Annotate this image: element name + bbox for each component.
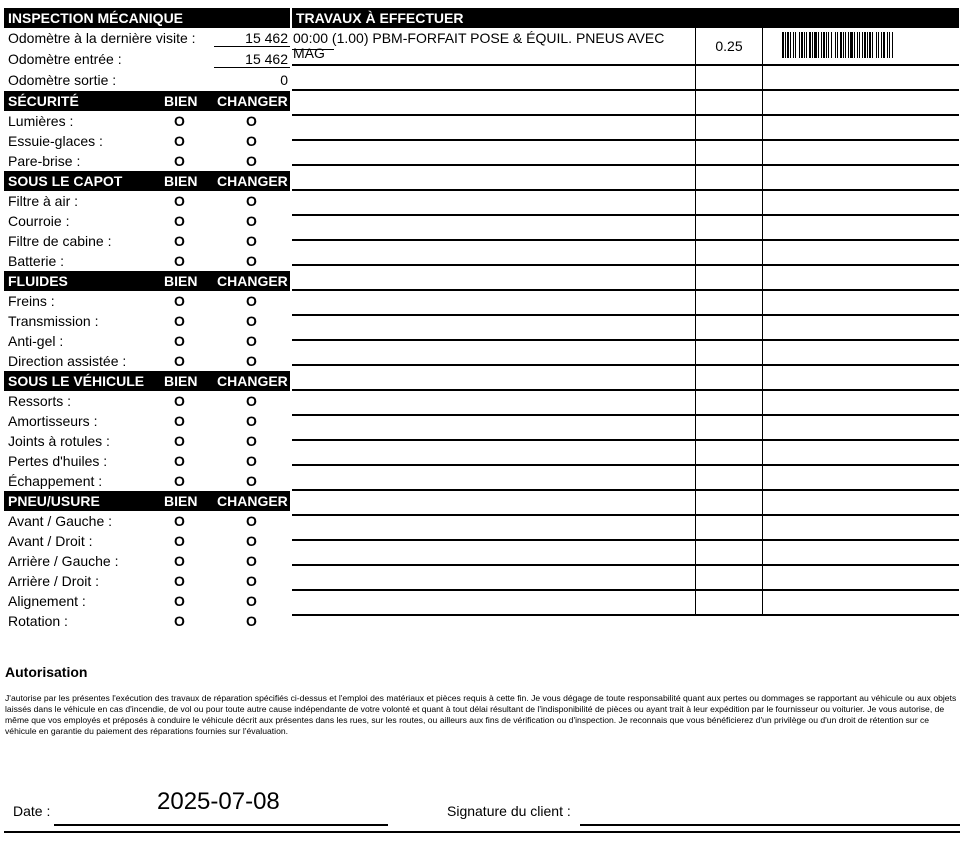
check-label: Filtre de cabine : bbox=[8, 233, 112, 249]
check-row bbox=[4, 511, 290, 531]
work-row bbox=[292, 66, 959, 91]
col-change-label: CHANGER bbox=[217, 373, 288, 389]
work-row bbox=[292, 241, 959, 266]
inspection-title: INSPECTION MÉCANIQUE bbox=[8, 10, 184, 26]
col-change-label: CHANGER bbox=[217, 493, 288, 509]
col-change-label: CHANGER bbox=[217, 173, 288, 189]
work-hours-cell bbox=[695, 416, 763, 439]
change-checkbox[interactable]: O bbox=[246, 573, 257, 589]
odometer-label: Odomètre sortie : bbox=[8, 72, 117, 88]
change-checkbox[interactable]: O bbox=[246, 433, 257, 449]
work-row bbox=[292, 266, 959, 291]
work-extra-cell bbox=[762, 291, 959, 314]
odometer-entry bbox=[4, 49, 290, 70]
col-good-label: BIEN bbox=[164, 273, 198, 289]
barcode-icon bbox=[782, 32, 942, 58]
work-row bbox=[292, 91, 959, 116]
work-hours-cell bbox=[695, 141, 763, 164]
work-hours-cell bbox=[695, 466, 763, 489]
work-extra-cell bbox=[762, 441, 959, 464]
work-description-cell bbox=[292, 116, 695, 139]
work-description-cell bbox=[292, 91, 695, 114]
work-extra-cell bbox=[762, 141, 959, 164]
work-extra-cell bbox=[762, 66, 959, 89]
work-description-cell bbox=[292, 591, 695, 614]
check-row bbox=[4, 331, 290, 351]
work-description-cell bbox=[292, 366, 695, 389]
work-description-cell bbox=[292, 241, 695, 264]
work-hours-cell bbox=[695, 566, 763, 589]
odometer-value: 0 bbox=[280, 72, 288, 88]
work-header bbox=[292, 8, 959, 28]
work-row bbox=[292, 391, 959, 416]
section-header-sous-le-vehicule bbox=[4, 371, 290, 391]
change-checkbox[interactable]: O bbox=[246, 113, 257, 129]
work-description-cell bbox=[292, 516, 695, 539]
check-row bbox=[4, 211, 290, 231]
work-row bbox=[292, 166, 959, 191]
work-description-cell bbox=[292, 341, 695, 364]
work-description-cell bbox=[292, 441, 695, 464]
work-row bbox=[292, 441, 959, 466]
check-row bbox=[4, 391, 290, 411]
work-hours-cell bbox=[695, 316, 763, 339]
check-label: Échappement : bbox=[8, 473, 103, 489]
good-checkbox[interactable]: O bbox=[174, 453, 185, 469]
check-label: Amortisseurs : bbox=[8, 413, 98, 429]
work-extra-cell bbox=[762, 241, 959, 264]
check-row bbox=[4, 251, 290, 271]
odometer-label: Odomètre entrée : bbox=[8, 51, 122, 67]
work-hours-cell bbox=[695, 591, 763, 614]
check-label: Essuie-glaces : bbox=[8, 133, 103, 149]
check-row bbox=[4, 111, 290, 131]
work-hours-cell bbox=[695, 66, 763, 89]
signature-label: Signature du client : bbox=[447, 803, 571, 819]
work-description-cell bbox=[292, 291, 695, 314]
good-checkbox[interactable]: O bbox=[174, 573, 185, 589]
work-description-cell bbox=[292, 466, 695, 489]
check-row bbox=[4, 311, 290, 331]
work-description-cell bbox=[292, 541, 695, 564]
work-extra-cell bbox=[762, 341, 959, 364]
good-checkbox[interactable]: O bbox=[174, 233, 185, 249]
check-row bbox=[4, 231, 290, 251]
section-title: PNEU/USURE bbox=[8, 493, 100, 509]
check-label: Courroie : bbox=[8, 213, 70, 229]
col-change-label: CHANGER bbox=[217, 93, 288, 109]
date-value[interactable]: 2025-07-08 bbox=[157, 788, 280, 815]
check-row bbox=[4, 591, 290, 611]
change-checkbox[interactable]: O bbox=[246, 413, 257, 429]
inspection-header bbox=[4, 8, 290, 28]
check-row bbox=[4, 531, 290, 551]
good-checkbox[interactable]: O bbox=[174, 533, 185, 549]
section-header-fluides bbox=[4, 271, 290, 291]
odometer-value: 15 462 bbox=[245, 51, 288, 67]
check-row bbox=[4, 431, 290, 451]
good-checkbox[interactable]: O bbox=[174, 133, 185, 149]
check-label: Rotation : bbox=[8, 613, 68, 629]
work-hours-cell bbox=[695, 391, 763, 414]
work-hours-cell bbox=[695, 291, 763, 314]
good-checkbox[interactable]: O bbox=[174, 473, 185, 489]
col-good-label: BIEN bbox=[164, 173, 198, 189]
work-description-cell bbox=[292, 566, 695, 589]
section-title: SOUS LE VÉHICULE bbox=[8, 373, 145, 389]
work-row bbox=[292, 416, 959, 441]
authorization-text: J'autorise par les présentes l'exécution des travaux de réparation spécifiés ci-dessus et l'emploi des matériaux et pièces requis à cette fin. Je vous dégage de toute responsabilité quant aux pertes ou dommages se rapportant au véhicule ou aux objets laissés dans le véhicule en cas d'incendie, de vol ou pour toute autre cause indépendante de votre volonté et quant à tout délai résultant de l'indisponibilité de pièces ou ayant trait à leur expédition par le fournisseur ou voiturier. Je vous autorise, de même que vos employés et préposés à conduire le véhicule décrit aux présentes dans les rues, sur les routes, ou ailleurs aux fins de vérification ou d'inspection. Je reconnais que vous bénéficierez d'un privilège ou d'un droit de rétention sur ce véhicule en garantie du paiement des réparations fournies sur l'évaluation. bbox=[5, 693, 957, 736]
col-good-label: BIEN bbox=[164, 493, 198, 509]
check-label: Transmission : bbox=[8, 313, 99, 329]
change-checkbox[interactable]: O bbox=[246, 213, 257, 229]
check-row bbox=[4, 351, 290, 371]
work-extra-cell bbox=[762, 466, 959, 489]
good-checkbox[interactable]: O bbox=[174, 553, 185, 569]
work-row bbox=[292, 541, 959, 566]
good-checkbox[interactable]: O bbox=[174, 113, 185, 129]
odometer-value: 15 462 bbox=[245, 30, 288, 46]
work-hours-cell bbox=[695, 266, 763, 289]
check-row bbox=[4, 131, 290, 151]
work-panel bbox=[292, 8, 959, 616]
work-extra-cell bbox=[762, 191, 959, 214]
bottom-rule bbox=[4, 831, 960, 833]
odometer-last-visit bbox=[4, 28, 290, 49]
section-header-sous-le-capot bbox=[4, 171, 290, 191]
work-hours-cell bbox=[695, 516, 763, 539]
change-checkbox[interactable]: O bbox=[246, 153, 257, 169]
work-row bbox=[292, 466, 959, 491]
change-checkbox[interactable]: O bbox=[246, 533, 257, 549]
work-barcode-cell bbox=[762, 28, 959, 64]
good-checkbox[interactable]: O bbox=[174, 253, 185, 269]
work-hours-cell bbox=[695, 341, 763, 364]
work-extra-cell bbox=[762, 541, 959, 564]
work-row bbox=[292, 316, 959, 341]
work-row bbox=[292, 141, 959, 166]
good-checkbox[interactable]: O bbox=[174, 513, 185, 529]
work-row bbox=[292, 366, 959, 391]
check-label: Anti-gel : bbox=[8, 333, 64, 349]
work-extra-cell bbox=[762, 591, 959, 614]
change-checkbox[interactable]: O bbox=[246, 513, 257, 529]
work-extra-cell bbox=[762, 416, 959, 439]
work-empty-rows bbox=[292, 66, 959, 616]
work-extra-cell bbox=[762, 216, 959, 239]
change-checkbox[interactable]: O bbox=[246, 313, 257, 329]
change-checkbox[interactable]: O bbox=[246, 193, 257, 209]
authorization-title: Autorisation bbox=[5, 664, 88, 680]
work-hours-cell bbox=[695, 216, 763, 239]
work-description-cell bbox=[292, 66, 695, 89]
change-checkbox[interactable]: O bbox=[246, 133, 257, 149]
check-label: Avant / Gauche : bbox=[8, 513, 113, 529]
section-header-pneu-usure bbox=[4, 491, 290, 511]
work-description-cell bbox=[292, 416, 695, 439]
work-row bbox=[292, 191, 959, 216]
work-description-cell bbox=[292, 391, 695, 414]
work-extra-cell bbox=[762, 366, 959, 389]
work-row bbox=[292, 28, 959, 66]
good-checkbox[interactable]: O bbox=[174, 153, 185, 169]
change-checkbox[interactable]: O bbox=[246, 253, 257, 269]
work-description-cell bbox=[292, 266, 695, 289]
work-row bbox=[292, 566, 959, 591]
good-checkbox[interactable]: O bbox=[174, 193, 185, 209]
work-description-cell bbox=[292, 316, 695, 339]
work-extra-cell bbox=[762, 491, 959, 514]
work-extra-cell bbox=[762, 566, 959, 589]
check-label: Arrière / Gauche : bbox=[8, 553, 119, 569]
check-row bbox=[4, 471, 290, 491]
check-label: Lumières : bbox=[8, 113, 74, 129]
good-checkbox[interactable]: O bbox=[174, 313, 185, 329]
work-extra-cell bbox=[762, 266, 959, 289]
check-label: Direction assistée : bbox=[8, 353, 127, 369]
work-description-cell bbox=[292, 166, 695, 189]
work-row bbox=[292, 116, 959, 141]
check-row bbox=[4, 551, 290, 571]
work-description-cell bbox=[292, 28, 695, 64]
odometer-label: Odomètre à la dernière visite : bbox=[8, 30, 196, 46]
signature-line[interactable] bbox=[580, 824, 960, 826]
good-checkbox[interactable]: O bbox=[174, 393, 185, 409]
good-checkbox[interactable]: O bbox=[174, 413, 185, 429]
work-description-cell bbox=[292, 141, 695, 164]
check-row bbox=[4, 191, 290, 211]
work-hours-cell bbox=[695, 191, 763, 214]
check-label: Batterie : bbox=[8, 253, 65, 269]
check-row bbox=[4, 151, 290, 171]
work-extra-cell bbox=[762, 316, 959, 339]
check-row bbox=[4, 611, 290, 631]
change-checkbox[interactable]: O bbox=[246, 393, 257, 409]
work-extra-cell bbox=[762, 166, 959, 189]
good-checkbox[interactable]: O bbox=[174, 353, 185, 369]
work-row bbox=[292, 516, 959, 541]
check-row bbox=[4, 451, 290, 471]
odometer-exit bbox=[4, 70, 290, 91]
work-hours-cell bbox=[695, 491, 763, 514]
check-label: Avant / Droit : bbox=[8, 533, 93, 549]
change-checkbox[interactable]: O bbox=[246, 353, 257, 369]
work-row bbox=[292, 491, 959, 516]
work-description-cell bbox=[292, 216, 695, 239]
good-checkbox[interactable]: O bbox=[174, 593, 185, 609]
col-change-label: CHANGER bbox=[217, 273, 288, 289]
work-row bbox=[292, 216, 959, 241]
work-hours-cell bbox=[695, 366, 763, 389]
change-checkbox[interactable]: O bbox=[246, 593, 257, 609]
check-label: Joints à rotules : bbox=[8, 433, 110, 449]
good-checkbox[interactable]: O bbox=[174, 613, 185, 629]
work-extra-cell bbox=[762, 91, 959, 114]
work-hours-cell bbox=[695, 441, 763, 464]
work-hours-cell bbox=[695, 541, 763, 564]
work-hours-cell bbox=[695, 91, 763, 114]
check-label: Freins : bbox=[8, 293, 55, 309]
work-hours-cell bbox=[695, 116, 763, 139]
check-label: Pertes d'huiles : bbox=[8, 453, 108, 469]
section-title: SOUS LE CAPOT bbox=[8, 173, 123, 189]
work-row bbox=[292, 291, 959, 316]
check-label: Arrière / Droit : bbox=[8, 573, 100, 589]
check-label: Alignement : bbox=[8, 593, 86, 609]
check-row bbox=[4, 571, 290, 591]
date-label: Date : bbox=[13, 803, 51, 819]
change-checkbox[interactable]: O bbox=[246, 613, 257, 629]
section-title: FLUIDES bbox=[8, 273, 68, 289]
check-label: Filtre à air : bbox=[8, 193, 79, 209]
inspection-panel bbox=[4, 8, 290, 631]
work-row bbox=[292, 341, 959, 366]
work-extra-cell bbox=[762, 516, 959, 539]
work-hours-cell bbox=[695, 166, 763, 189]
work-title: TRAVAUX À EFFECTUER bbox=[296, 10, 464, 26]
check-label: Pare-brise : bbox=[8, 153, 81, 169]
work-row bbox=[292, 591, 959, 616]
work-extra-cell bbox=[762, 116, 959, 139]
check-row bbox=[4, 411, 290, 431]
date-line bbox=[54, 824, 388, 826]
check-label: Ressorts : bbox=[8, 393, 72, 409]
work-description-cell bbox=[292, 191, 695, 214]
work-hours: 0.25 bbox=[695, 28, 763, 64]
work-extra-cell bbox=[762, 391, 959, 414]
change-checkbox[interactable]: O bbox=[246, 473, 257, 489]
change-checkbox[interactable]: O bbox=[246, 293, 257, 309]
good-checkbox[interactable]: O bbox=[174, 433, 185, 449]
col-good-label: BIEN bbox=[164, 373, 198, 389]
section-header-securite bbox=[4, 91, 290, 111]
work-description-cell bbox=[292, 491, 695, 514]
work-hours-cell bbox=[695, 241, 763, 264]
change-checkbox[interactable]: O bbox=[246, 233, 257, 249]
change-checkbox[interactable]: O bbox=[246, 333, 257, 349]
change-checkbox[interactable]: O bbox=[246, 553, 257, 569]
good-checkbox[interactable]: O bbox=[174, 333, 185, 349]
change-checkbox[interactable]: O bbox=[246, 453, 257, 469]
good-checkbox[interactable]: O bbox=[174, 293, 185, 309]
work-description: 00:00 (1.00) PBM-FORFAIT POSE & ÉQUIL. PNEUS AVEC MAG bbox=[293, 30, 665, 61]
good-checkbox[interactable]: O bbox=[174, 213, 185, 229]
col-good-label: BIEN bbox=[164, 93, 198, 109]
section-title: SÉCURITÉ bbox=[8, 93, 79, 109]
check-row bbox=[4, 291, 290, 311]
strike-line bbox=[292, 49, 334, 50]
